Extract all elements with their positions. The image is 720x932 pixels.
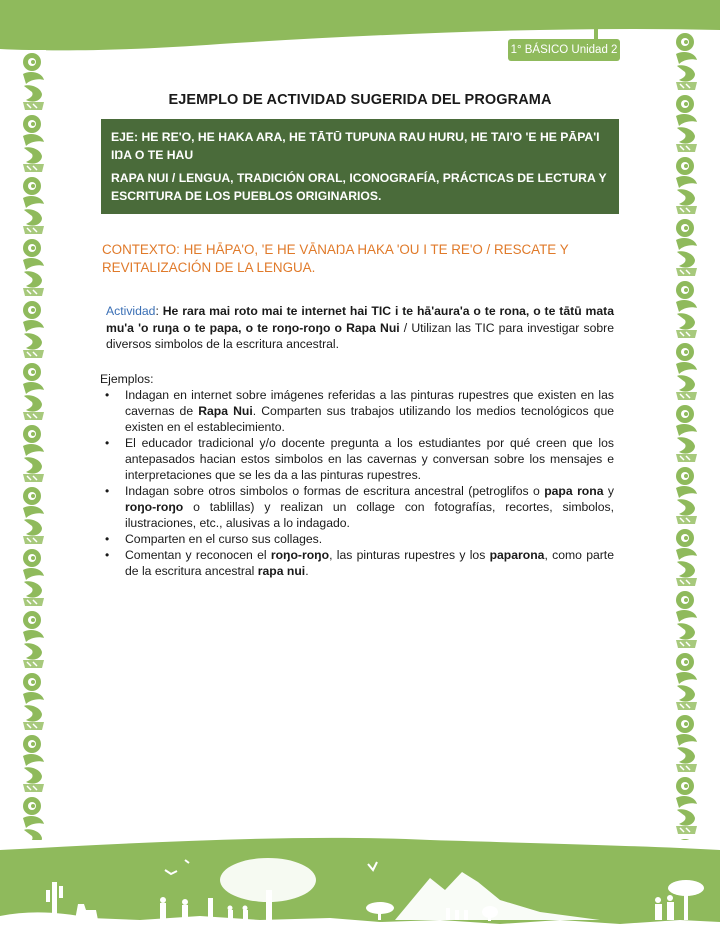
- example-text: , como parte de la escritura ancestral: [125, 548, 614, 578]
- example-text: .: [305, 564, 309, 578]
- subject-text: RAPA NUI / LENGUA, TRADICIÓN ORAL, ICONOGRAFÍA, PRÁCTICAS DE LECTURA Y ESCRITURA DE LOS PUEBLOS ORIGINARIOS.: [111, 171, 607, 203]
- activity-paragraph: [106, 303, 614, 353]
- example-bold-text: roŋo-roŋo: [270, 548, 330, 562]
- example-bold-text: Rapa Nui: [198, 404, 253, 418]
- activity-rapanui-text: He rara mai roto mai te internet hai TIC i te hā'aura'a o te rona, o te tātū mata mu'a 'o ruŋa o te papa, o te roŋo-roŋo o Rapa Nui: [106, 304, 614, 335]
- example-text: Comentan y reconocen el: [125, 548, 271, 562]
- example-text: o tablillas) y realizan un collage con fotografías, recortes, simbolos, ilustraciones, etc., alusivas a lo indagado.: [125, 500, 614, 530]
- bullet-icon: •: [105, 388, 110, 402]
- example-bold-text: roŋo-roŋo: [125, 500, 184, 514]
- example-text: Indagan sobre otros simbolos o formas de escritura ancestral (petroglifos o: [125, 484, 545, 498]
- eje-text: EJE: HE RE'O, HE HAKA ARA, HE TĀTŪ TUPUNA RAU HURU, HE TAI'O 'E HE PĀPA'I IŊA O TE HAU: [111, 130, 600, 162]
- bullet-icon: •: [105, 484, 110, 498]
- left-ornament-border-icon: [20, 50, 46, 840]
- bottom-landscape-illustration: [0, 820, 720, 932]
- bullet-icon: •: [105, 548, 110, 562]
- activity-spanish-text: / Utilizan las TIC para investigar sobre diversos simbolos de la escritura ancestral.: [106, 320, 614, 351]
- example-item: [100, 483, 614, 531]
- example-text: , las pinturas rupestres y los: [329, 548, 490, 562]
- right-ornament-border-icon: [673, 30, 699, 840]
- example-text: . Comparten sus trabajos utilizando los medios tecnológicos que existen en el establecimiento.: [125, 404, 615, 434]
- example-item: [100, 387, 614, 435]
- example-bold-text: paparona: [489, 548, 545, 562]
- examples-list: [100, 387, 614, 579]
- example-bold-text: papa rona: [544, 484, 604, 498]
- examples-section: [100, 371, 614, 579]
- eje-header-box: [101, 119, 619, 214]
- activity-separator: :: [155, 304, 163, 318]
- example-text: Comparten en el curso sus collages.: [125, 532, 323, 546]
- example-item: [100, 435, 614, 483]
- examples-label: Ejemplos:: [100, 372, 154, 386]
- example-item: [100, 547, 614, 579]
- grade-unit-badge: 1° BÁSICO Unidad 2: [508, 39, 620, 61]
- bullet-icon: •: [105, 436, 110, 450]
- bullet-icon: •: [105, 532, 110, 546]
- example-text: y: [603, 484, 614, 498]
- context-heading: CONTEXTO: HE HĀPA'O, 'E HE VĀNAŊA HAKA 'OU I TE RE'O / RESCATE Y REVITALIZACIÓN DE LA LENGUA.: [102, 242, 569, 275]
- example-text: El educador tradicional y/o docente pregunta a los estudiantes por qué creen que los antepasados hacian estos simbolos en las cavernas y conversan sobre los mensajes e interpretaciones que se les da a las pinturas rupestres.: [125, 436, 614, 482]
- example-text: Indagan en internet sobre imágenes referidas a las pinturas rupestres que existen en las cavernas de: [125, 388, 614, 418]
- activity-label: Actividad: [106, 304, 156, 318]
- example-item: [100, 531, 614, 547]
- page-title: EJEMPLO DE ACTIVIDAD SUGERIDA DEL PROGRAMA: [168, 92, 552, 108]
- example-bold-text: rapa nui: [257, 564, 306, 578]
